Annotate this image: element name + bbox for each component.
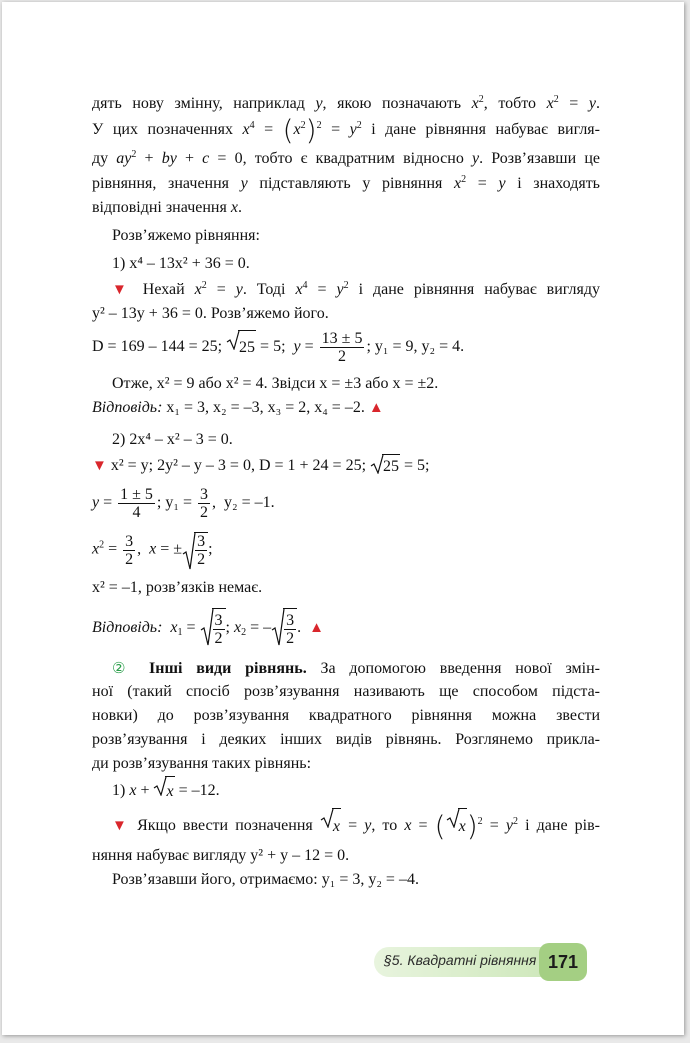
- text-line: ду $ay^2$ + by + c = 0, тобто є квадратним відносно y. Розв’язавши це: [92, 149, 600, 167]
- equation-2: 2) 2x⁴ – x² – 3 = 0.: [112, 431, 233, 448]
- answer-line: Відповідь: x₁ = 3, x₂ = –3, x₃ = 2, x₄ = –2. ▲: [92, 399, 384, 416]
- chapter-title: §5. Квадратні рівняння: [384, 952, 537, 968]
- solution-start-marker-icon: ▼: [92, 458, 107, 475]
- text-line: Отже, x² = 9 або x² = 4. Звідси x = ±3 або x = ±2.: [112, 375, 439, 392]
- section-title: Інші види рівнянь.: [149, 660, 307, 677]
- sqrt: 25: [370, 454, 400, 479]
- text-line: няння набуває вигляду y² + y – 12 = 0.: [92, 847, 350, 864]
- sqrt: x: [320, 808, 341, 845]
- section-heading-line: ② Інші види рівнянь. За допомогою введення нової змін-: [112, 659, 600, 677]
- fraction: $\frac{1 \pm 5}{4}$: [120, 486, 153, 521]
- text-line: У цих позначеннях $x^4 = (x^2)^2 = y^2$ і дане рівняння набуває вигля-: [92, 113, 600, 147]
- equation-3: 1) x + x = –12.: [112, 776, 220, 807]
- text-line: ▼ Нехай $x^2 = y$. Тоді $x^4 = y^2$ і дане рівняння набуває вигляду: [112, 280, 601, 298]
- text-line: рівняння, значення y підставляють у рівняння $x^2 = y$ і знаходять: [92, 174, 600, 192]
- text-line: ної (такий спосіб розв’язування називають ще способом підста-: [92, 683, 600, 700]
- answer-line: Відповідь: $x_1$ = $\frac{3}{2}$ ; $x_2$ = – $\frac{3}{2}$ . ▲: [92, 608, 324, 649]
- sqrt: $\frac{3}{2}$: [200, 608, 226, 649]
- fraction: $\frac{3}{2}$: [199, 486, 208, 521]
- text-line: розв’язування і деяких інших видів рівнянь. Розглянемо прикла-: [92, 731, 600, 748]
- equation-1: 1) x⁴ – 13x² + 36 = 0.: [112, 255, 250, 272]
- solution-end-marker-icon: ▲: [309, 620, 324, 637]
- page-number: 171: [539, 943, 587, 981]
- circled-number-icon: ②: [112, 659, 136, 677]
- text-line: новки) до розв’язування квадратного рівняння можна звести: [92, 707, 600, 724]
- page-footer: [374, 943, 600, 981]
- text-line: дять нову змінну, наприклад y, якою позначають $x^2$, тобто $x^2 = y$.: [92, 94, 601, 112]
- sqrt: 25: [226, 330, 256, 365]
- text-line: ди розв’язування таких рівнянь:: [92, 755, 312, 772]
- text-line: y = $\frac{1 \pm 5}{4}$ ; y₁ = $\frac{3}{2}$ , y₂ = –1.: [92, 486, 275, 521]
- sqrt: $\frac{3}{2}$: [182, 532, 208, 568]
- text-line: Розв’яжемо рівняння:: [112, 227, 260, 244]
- text-line: ▼ x² = y; 2y² – y – 3 = 0, D = 1 + 24 = 25; 25 = 5;: [92, 454, 429, 479]
- fraction: $\frac{3}{2}$: [125, 532, 134, 568]
- text-line: ▼ Якщо ввести позначення x = y, то x = ( $x)^2 = y^2$ і дане рів-: [112, 808, 600, 845]
- sqrt: x: [153, 776, 174, 807]
- solution-start-marker-icon: ▼: [112, 818, 130, 835]
- fraction: $\frac{13 \pm 5}{2}$: [321, 330, 363, 365]
- discriminant-line: D = 169 – 144 = 25; 25 = 5; y = $\frac{13 \pm 5}{2}$ ; y₁ = 9, y₂ = 4.: [92, 330, 465, 365]
- text-line: x² = –1, розв’язків немає.: [92, 579, 263, 596]
- solution-start-marker-icon: ▼: [112, 282, 133, 298]
- sqrt: x: [446, 808, 467, 845]
- text-line: y² – 13y + 36 = 0. Розв’яжемо його.: [92, 305, 329, 322]
- solution-end-marker-icon: ▲: [368, 400, 384, 416]
- text-line: $x^2$ = $\frac{3}{2}$ , x = ± $\frac{3}{2}$ ;: [92, 532, 213, 568]
- sqrt: $\frac{3}{2}$: [271, 608, 297, 649]
- text-line: Розв’язавши його, отримаємо: y₁ = 3, y₂ = –4.: [112, 871, 419, 888]
- text-line: відповідні значення x.: [92, 199, 242, 216]
- textbook-page: [2, 2, 684, 1035]
